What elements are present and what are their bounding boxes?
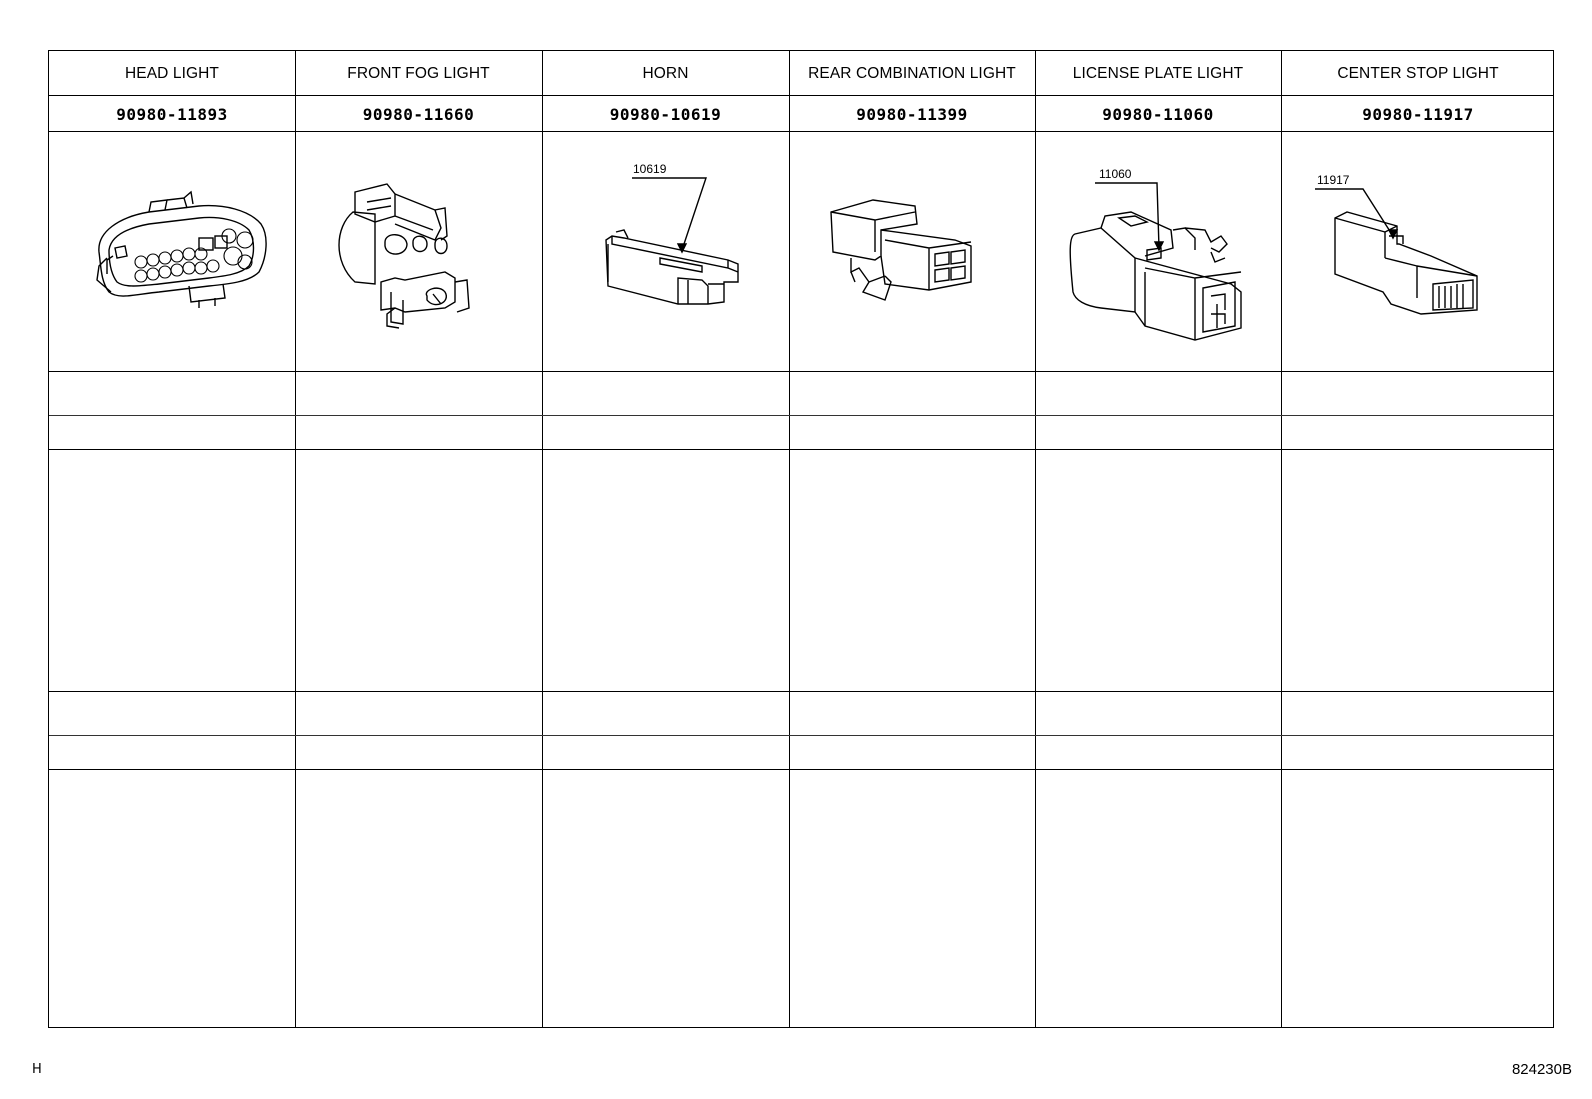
horn-callout-label: 10619 [633, 162, 667, 176]
connector-table [48, 50, 1554, 1028]
front-fog-light-connector-icon [295, 132, 542, 372]
header-front-fog-light: FRONT FOG LIGHT [347, 64, 490, 82]
header-head-light: HEAD LIGHT [124, 64, 219, 82]
header-license-plate-light: LICENSE PLATE LIGHT [1072, 64, 1244, 82]
connector-drawing-horn [542, 132, 789, 376]
license-plate-callout-label: 11060 [1099, 167, 1132, 181]
row-divider [49, 449, 1553, 450]
footer-mark: H [32, 1062, 42, 1077]
rear-combination-light-connector-icon [789, 132, 1035, 372]
center-stop-light-connector-icon [1281, 132, 1555, 372]
row-divider [49, 769, 1553, 770]
connector-drawing-front-fog-light [295, 132, 542, 376]
drawing-code: 824230B [1511, 1061, 1572, 1078]
connector-drawing-license-plate-light [1035, 132, 1281, 376]
header-horn: HORN [642, 64, 689, 82]
part-number-license-plate-light: 90980-11060 [1102, 104, 1214, 124]
connector-drawing-head-light [49, 132, 295, 376]
connector-drawing-rear-combination-light [789, 132, 1035, 376]
connector-drawing-center-stop-light [1281, 132, 1555, 376]
part-number-rear-combination-light: 90980-11399 [856, 104, 968, 124]
horn-connector-icon [542, 132, 789, 372]
part-number-front-fog-light: 90980-11660 [362, 104, 475, 124]
row-divider [49, 735, 1553, 736]
head-light-connector-icon [49, 132, 295, 372]
row-divider [49, 691, 1553, 692]
header-rear-combination-light: REAR COMBINATION LIGHT [808, 64, 1016, 82]
row-divider [49, 415, 1553, 416]
license-plate-light-connector-icon [1035, 132, 1281, 372]
part-number-head-light: 90980-11893 [116, 104, 228, 124]
center-stop-callout-label: 11917 [1317, 173, 1350, 187]
part-number-horn: 90980-10619 [609, 104, 722, 124]
part-number-center-stop-light: 90980-11917 [1362, 104, 1474, 124]
header-center-stop-light: CENTER STOP LIGHT [1337, 64, 1499, 82]
